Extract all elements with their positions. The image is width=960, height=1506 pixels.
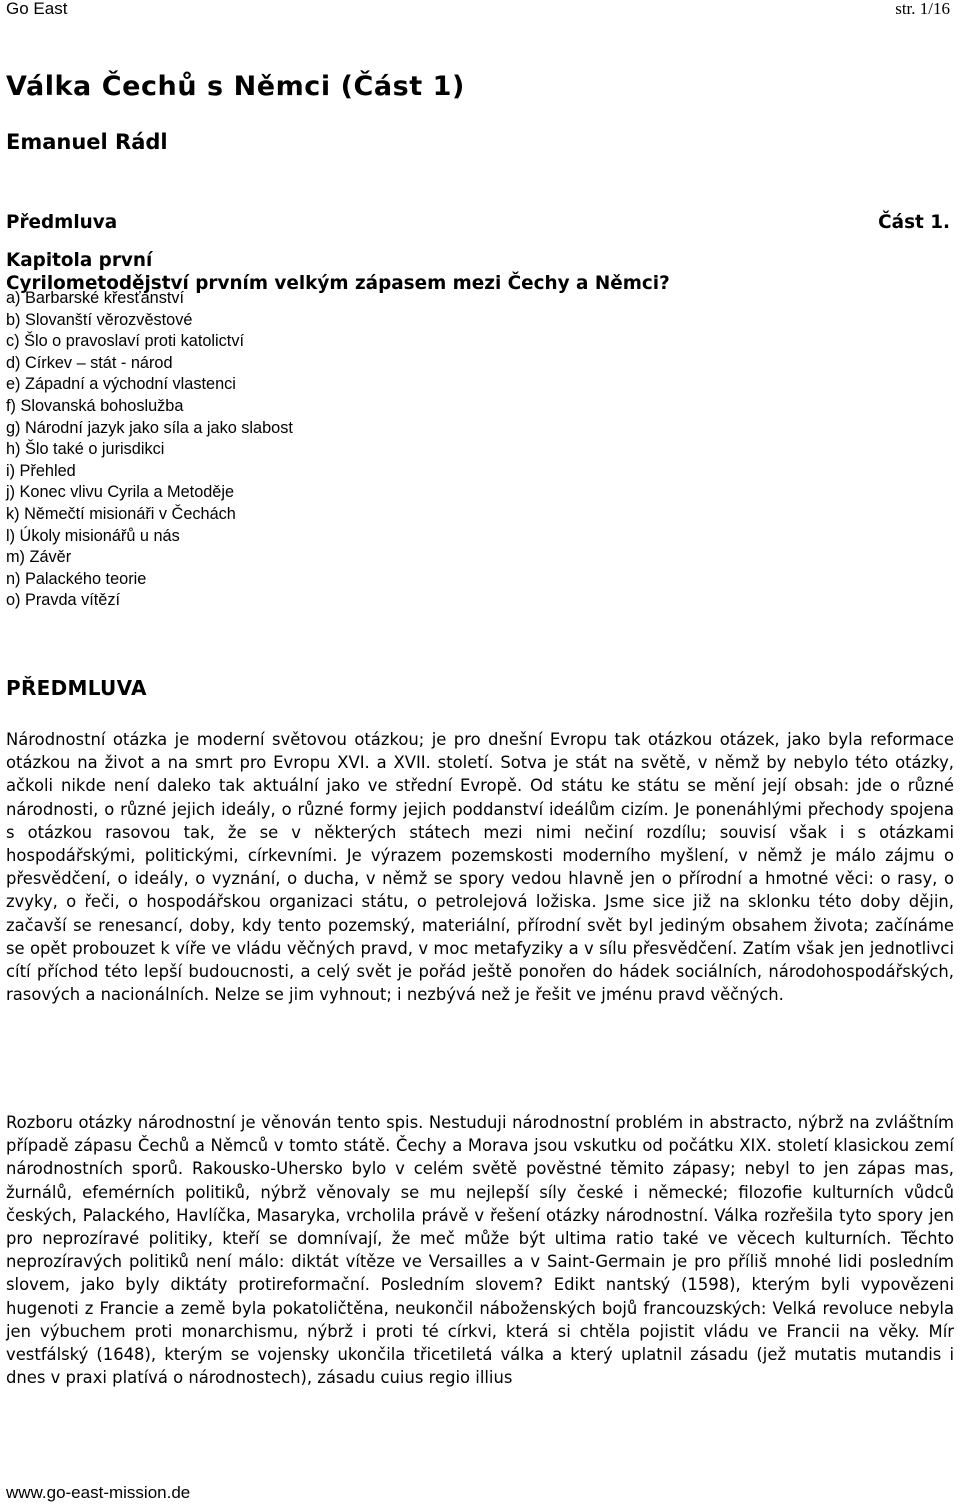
author-name: Emanuel Rádl	[6, 130, 168, 154]
body-paragraph: Národnostní otázka je moderní světovou otázkou; je pro dnešní Evropu tak otázkou otázek, jako byla reformace otázkou na život a na smrt pro Evropu XVI. a XVII. století. Sotva je stát na světě, v němž by nebylo této otázky, ačkoli nikde není daleko tak aktuální jako ve střední Evropě. Od státu ke státu se mění její obsah: jde o různé národnosti, o různé jejich ideály, o různé formy jejich poddanství ideálům cizím. Je ponenáhlými přechody spojena s otázkou rasovou tak, že se v některých státech mezi nimi nečiní rozdílu; souvisí však i s otázkami hospodářskými, politickými, církevními. Je výrazem pozemskosti moderního myšlení, v němž je málo zájmu o přesvědčení, o ideály, o vyznání, o ducha, v němž se spory vedou hlavně jen o přírodní a hmotné věci: o rasy, o zvyky, o řeči, o hospodářskou organizaci státu, o petrolejová ložiska. Jsme sice již na sklonku této doby dějin, začavší se renesancí, doby, kdy tento pozemský, materiální, přírodní svět byl jediným obsahem života; začínáme se opět probouzet k víře ve vládu věčných pravd, v moc metafyziky a v sílu přesvědčení. Zatím však jen jednotlivci cítí příchod této lepší budoucnosti, a celý svět je pořád ještě ponořen do hádek sociálních, národohospodářských, rasových a nacionálních. Nelze se jim vyhnout; i nezbývá než je řešit ve jménu pravd věčných.	[6, 730, 954, 1005]
toc-item[interactable]: e) Západní a východní vlastenci	[6, 375, 236, 394]
chapter-label: Kapitola první	[6, 250, 153, 271]
toc-item[interactable]: l) Úkoly misionářů u nás	[6, 526, 180, 545]
toc-item[interactable]: f) Slovanská bohoslužba	[6, 396, 184, 415]
toc-item[interactable]: i) Přehled	[6, 461, 76, 480]
body-paragraph: Rozboru otázky národnostní je věnován tento spis. Nestuduji národnostní problém in abstracto, nýbrž na zvláštním případě zápasu Čechů a Němců v tomto státě. Čechy a Morava jsou vskutku od počátku XIX. století klasickou zemí národnostních sporů. Rakousko-Uhersko bylo v celém světě pověstné těmito zápasy; nebyl to jen zápas mas, žurnálů, efemérních politiků, nýbrž věnovaly se mu nejlepší síly české i německé; filozofie kulturních vůdců českých, Palackého, Havlíčka, Masaryka, vrcholila právě v řešení otázky národnostní. Válka rozřešila tyto spory jen pro neprozíravé politiky, kteří se domnívají, že meč může být ultima ratio také ve věcech kulturních. Těchto neprozíravých politiků není málo: diktát vítěze ve Versailles a v Saint-Germain je pro příliš mnohé lidi posledním slovem, jako byly diktáty protireformační. Posledním slovem? Edikt nantský (1598), kterým byli vypovězeni hugenoti z Francie a země byla pokatoličtěna, neukončil náboženských bojů francouzských: Velká revoluce nebyla jen výbuchem proti monarchismu, nýbrž i proti té církvi, která si chtěla pojistit vládu ve Francii na věky. Mír vestfálský (1648), kterým se vojensky ukončila třicetiletá válka a který uplatnil zásadu (jež mutatis mutandis i dnes v praxi platívá o národnostech), zásadu cuius regio illius	[6, 1113, 954, 1388]
page-number: str. 1/16	[895, 0, 950, 18]
toc-item[interactable]: m) Závěr	[6, 548, 72, 567]
toc-item[interactable]: c) Šlo o pravoslaví proti katolictví	[6, 332, 244, 351]
table-of-contents	[6, 288, 293, 612]
toc-item[interactable]: a) Barbarské křesťanství	[6, 289, 185, 307]
toc-item[interactable]: j) Konec vlivu Cyrila a Metoděje	[6, 483, 235, 502]
section-heading: PŘEDMLUVA	[6, 676, 147, 700]
chapter-title: Cyrilometodějství prvním velkým zápasem mezi Čechy a Němci?	[6, 273, 670, 294]
toc-item[interactable]: k) Němečtí misionáři v Čechách	[6, 504, 236, 523]
toc-item[interactable]: g) Národní jazyk jako síla a jako slabost	[6, 418, 293, 437]
document-title: Válka Čechů s Němci (Část 1)	[6, 71, 465, 102]
toc-item[interactable]: d) Církev – stát - národ	[6, 353, 173, 372]
toc-item[interactable]: n) Palackého teorie	[6, 569, 147, 588]
preface-link[interactable]: Předmluva	[6, 212, 118, 233]
toc-item[interactable]: b) Slovanští věrozvěstové	[6, 310, 193, 329]
toc-item[interactable]: o) Pravda vítězí	[6, 591, 121, 610]
header-site-name: Go East	[6, 0, 68, 18]
footer-url[interactable]: www.go-east-mission.de	[6, 1483, 191, 1502]
part-label: Část 1.	[878, 212, 950, 233]
toc-item[interactable]: h) Šlo také o jurisdikci	[6, 440, 165, 459]
